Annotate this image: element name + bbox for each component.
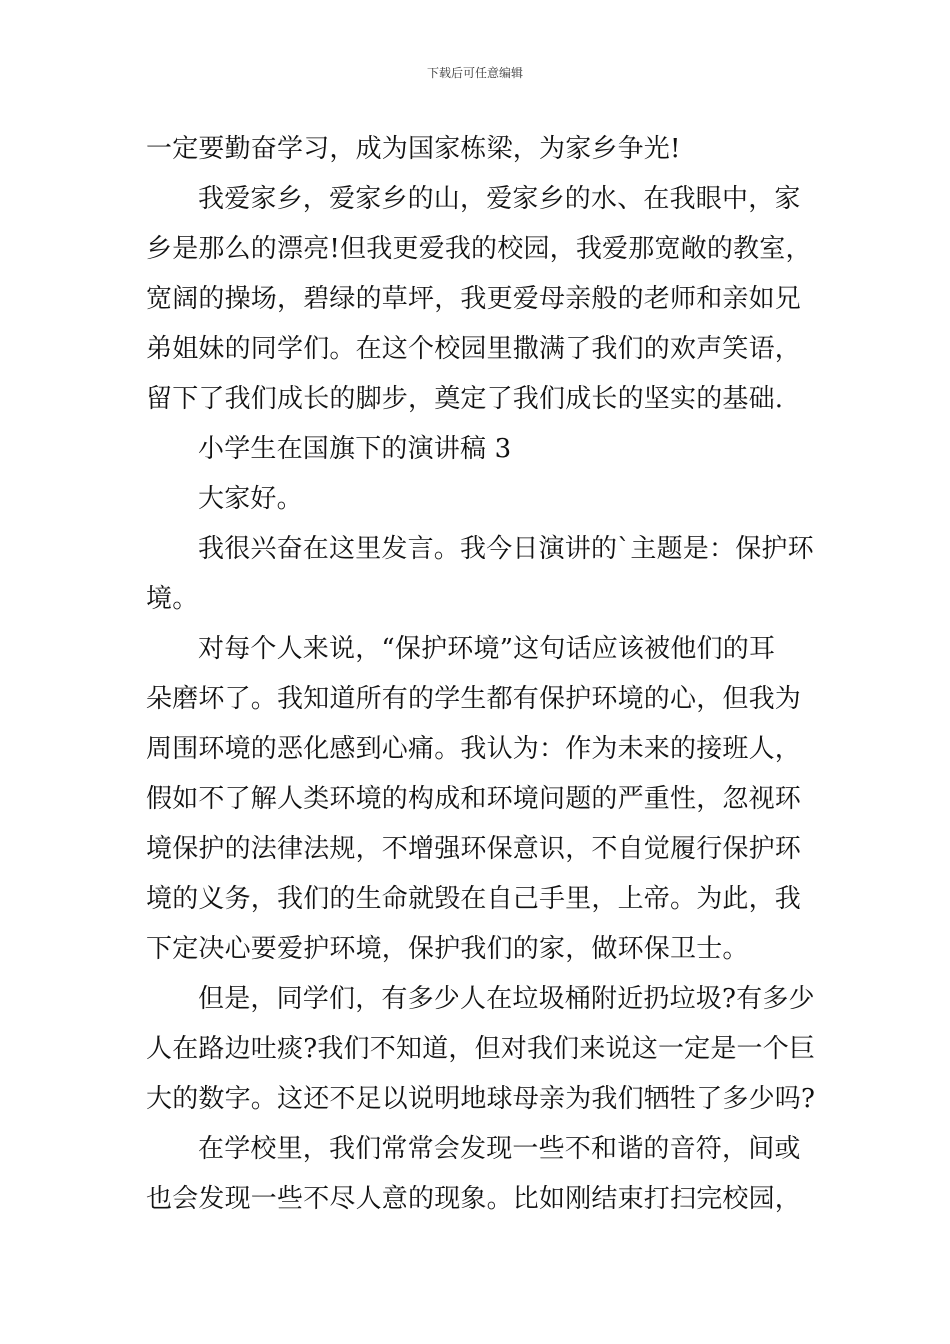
text-line: 境的义务，我们的生命就毁在自己手里，上帝。为此，我	[146, 884, 802, 914]
text-line: 境保护的法律法规，不增强环保意识，不自觉履行保护环	[146, 834, 802, 864]
text-line: 朵磨坏了。我知道所有的学生都有保护环境的心，但我为	[146, 684, 802, 714]
text-line: 大的数字。这还不足以说明地球母亲为我们牺牲了多少吗?	[146, 1084, 816, 1114]
text-line: 留下了我们成长的脚步，奠定了我们成长的坚实的基础.	[146, 384, 784, 414]
page-header: 下载后可任意编辑	[426, 66, 523, 80]
text-line: 在学校里，我们常常会发现一些不和谐的音符，间或	[198, 1134, 801, 1164]
text-line: 周围环境的恶化感到心痛。我认为：作为未来的接班人，	[146, 734, 802, 764]
text-line: 境。	[146, 584, 199, 614]
text-line: 对每个人来说，“保护环境”这句话应该被他们的耳	[198, 634, 776, 664]
text-line: 下定决心要爱护环境，保护我们的家，做环保卫士。	[146, 934, 749, 964]
text-line: 我很兴奋在这里发言。我今日演讲的`主题是：保护环	[198, 534, 814, 564]
section-title: 小学生在国旗下的演讲稿 3	[198, 434, 512, 464]
text-line: 大家好。	[198, 484, 303, 514]
text-line: 但是，同学们，有多少人在垃圾桶附近扔垃圾?有多少	[198, 984, 815, 1014]
text-line: 宽阔的操场，碧绿的草坪，我更爱母亲般的老师和亲如兄	[146, 284, 802, 314]
text-line: 假如不了解人类环境的构成和环境问题的严重性，忽视环	[146, 784, 802, 814]
text-line: 一定要勤奋学习，成为国家栋梁，为家乡争光!	[146, 134, 681, 164]
document-body	[146, 124, 816, 1224]
text-line: 也会发现一些不尽人意的现象。比如刚结束打扫完校园，	[146, 1184, 802, 1214]
text-line: 乡是那么的漂亮!但我更爱我的校园，我爱那宽敞的教室，	[146, 234, 812, 264]
text-line: 弟姐妹的同学们。在这个校园里撒满了我们的欢声笑语，	[146, 334, 802, 364]
text-line: 人在路边吐痰?我们不知道，但对我们来说这一定是一个巨	[146, 1034, 816, 1064]
text-line: 我爱家乡，爱家乡的山，爱家乡的水、在我眼中，家	[198, 184, 801, 214]
